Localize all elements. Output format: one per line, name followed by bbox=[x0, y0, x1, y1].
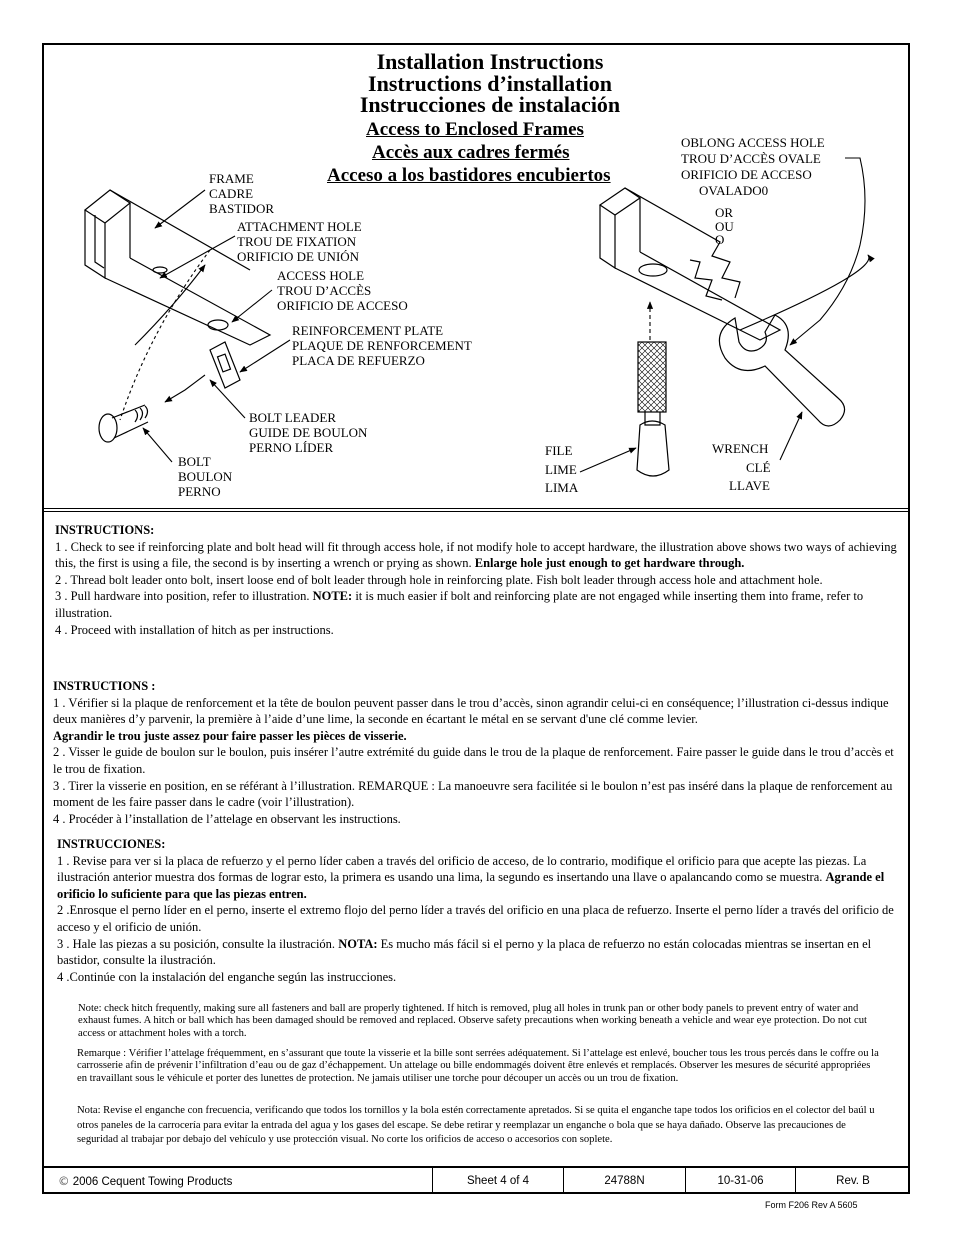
form-number: Form F206 Rev A 5605 bbox=[765, 1200, 858, 1210]
footer-revision: Rev. B bbox=[795, 1168, 910, 1194]
footer-sheet: Sheet 4 of 4 bbox=[432, 1168, 563, 1194]
file-tool-drawing bbox=[637, 342, 669, 476]
label-file: FILE LIME LIMA bbox=[545, 443, 579, 495]
label-wrench: WRENCH CLÉ LLAVE bbox=[712, 441, 771, 493]
label-access-hole: ACCESS HOLE TROU D’ACCÈS ORIFICIO DE ACCESO bbox=[277, 268, 408, 313]
footer-part-number: 24788N bbox=[563, 1168, 685, 1194]
title-en: Installation Instructions bbox=[376, 49, 604, 74]
reinforcement-plate-drawing bbox=[210, 342, 240, 388]
subtitle-fr: Accès aux cadres fermés bbox=[372, 142, 570, 163]
safety-note-english: Note: check hitch frequently, making sure all fasteners and ball are properly tightened. If hitch is removed, plug all holes in trunk pan or other body panels to prevent entry of water and exhaust fumes. A hitch or ball which has been damaged should be removed and replaced. Observe safety precautions when working beneath a vehicle and wear eye protection. Do not cut access or attachment holes with a torch. bbox=[78, 1003, 867, 1039]
subtitle-en: Access to Enclosed Frames bbox=[366, 119, 584, 140]
instructions-english: INSTRUCTIONS: 1 . Check to see if reinforcing plate and bolt head will fit through access hole, if not modify hole to accept hardware, the illustration above shows two ways of achieving this, the first is using a file, the second is by inserting a wrench or prying as shown. Enlarge hole just enough to get hardware through. 2 . Thread bolt leader onto bolt, insert loose end of bolt leader through hole in reinforcing plate. Fish bolt leader through access hole and attachment hole. 3 . Pull hardware into position, refer to illustration. NOTE: it is much easier if bolt and reinforcing plate are not engaged while inserting them into frame, refer to illustration. 4 . Proceed with installation of hitch as per instructions. bbox=[55, 523, 897, 637]
section-divider bbox=[44, 511, 908, 512]
title-fr: Instructions d’installation bbox=[368, 71, 612, 96]
label-bolt: BOLT BOULON PERNO bbox=[178, 454, 233, 499]
illustration bbox=[0, 0, 954, 520]
frame-drawing-right bbox=[600, 188, 780, 340]
label-bolt-leader: BOLT LEADER GUIDE DE BOULON PERNO LÍDER bbox=[249, 410, 368, 455]
label-oblong-access-hole: OBLONG ACCESS HOLE TROU D’ACCÈS OVALE ORIFICIO DE ACCESO OVALADO0 bbox=[681, 135, 825, 198]
safety-note-french: Remarque : Vérifier l’attelage fréquemment, en s’assurant que toute la visserie et la bille sont serrées adéquatement. Si l’attelage est enlevé, boucher tous les trous percés dans le coffre ou la carrosserie afin de prévenir l’infiltration d’eau ou de gaz d’échappement. Un attelage ou bille endommagés doivent être enlevés et remplacés. Observer les mesures de sécurité appropriées en travaillant sous le véhicule et porter des lunettes de protection. Ne jamais utiliser une torche pour découper un accès ou un trou de fixation. bbox=[77, 1048, 879, 1084]
copyright-icon: © bbox=[58, 1174, 70, 1188]
label-reinforcement-plate: REINFORCEMENT PLATE PLAQUE DE RENFORCEMENT PLACA DE REFUERZO bbox=[292, 323, 472, 368]
footer-date: 10-31-06 bbox=[685, 1168, 795, 1194]
safety-note-spanish: Nota: Revise el enganche con frecuencia, verificando que todos los tornillos y la bola estén correctamente apretados. Si se quita el enganche tape todos los orificios en el colector del baúl u otros paneles de la carrocería para evitar la entrada del agua y los gases del escape. Se debe retirar y reemplazar un enganche o bola que se haya dañado. Observe las precauciones de seguridad al trabajar por debajo del vehículo y use protección visual. No corte los orificios de acceso o accesorios con soplete. bbox=[77, 1105, 875, 1145]
footer-copyright: © 2006 Cequent Towing Products bbox=[58, 1174, 233, 1188]
instructions-spanish: INSTRUCCIONES: 1 . Revise para ver si la placa de refuerzo y el perno líder caben a través del orificio de acceso, de lo contrario, modifique el orificio para que acepte las piezas. La ilustración anterior muestra dos formas de lograr esto, la primera es usando una lima, la segundo es insertando una llave o apalancando como se muestra. Agrande el orificio lo suficiente para que las piezas entren. 2 .Enrosque el perno líder en el perno, inserte el extremo flojo del perno líder a través del orificio en una placa de refuerzo. Inserte el perno líder a través del orificio de acceso y el orificio de unión. 3 . Hale las piezas a su posición, consulte la ilustración. NOTA: Es mucho más fácil si el perno y la placa de refuerzo no están colocadas mientras se insertan en el bastidor, consulte la ilustración. 4 .Continúe con la instalación del enganche según las instrucciones. bbox=[57, 837, 894, 984]
label-attachment-hole: ATTACHMENT HOLE TROU DE FIXATION ORIFICIO DE UNIÓN bbox=[237, 219, 362, 264]
label-or: OR OU O bbox=[715, 205, 734, 247]
footer-table bbox=[44, 1166, 910, 1194]
wrench-tool-drawing bbox=[719, 315, 844, 426]
section-divider bbox=[44, 508, 908, 509]
subtitle-es: Acceso a los bastidores encubiertos bbox=[327, 165, 611, 186]
label-frame: FRAME CADRE BASTIDOR bbox=[209, 171, 275, 216]
bolt-drawing bbox=[99, 405, 148, 442]
title-es: Instrucciones de instalación bbox=[359, 92, 621, 117]
instructions-french: INSTRUCTIONS : 1 . Vérifier si la plaque de renforcement et la tête de boulon peuvent passer dans le trou d’accès, sinon agrandir celui-ci en conséquence; l’illustration ci-dessus indique deux manières d’y parvenir, la première à l’aide d’une lime, la seconde en écartant le métal en se servant d'une clé comme levier. Agrandir le trou juste assez pour faire passer les pièces de visserie. 2 . Visser le guide de boulon sur le boulon, puis insérer l’autre extrémité du guide dans le trou de la plaque de renforcement. Faire passer le guide dans le trou d’accès et le trou de fixation. 3 . Tirer la visserie en position, en se référant à l’illustration. REMARQUE : La manoeuvre sera facilitée si le boulon n’est pas inséré dans la plaque de renforcement au moment de les faire passer dans le cadre (voir l’illustration). 4 . Procéder à l’installation de l’attelage en observant les instructions. bbox=[53, 679, 894, 826]
